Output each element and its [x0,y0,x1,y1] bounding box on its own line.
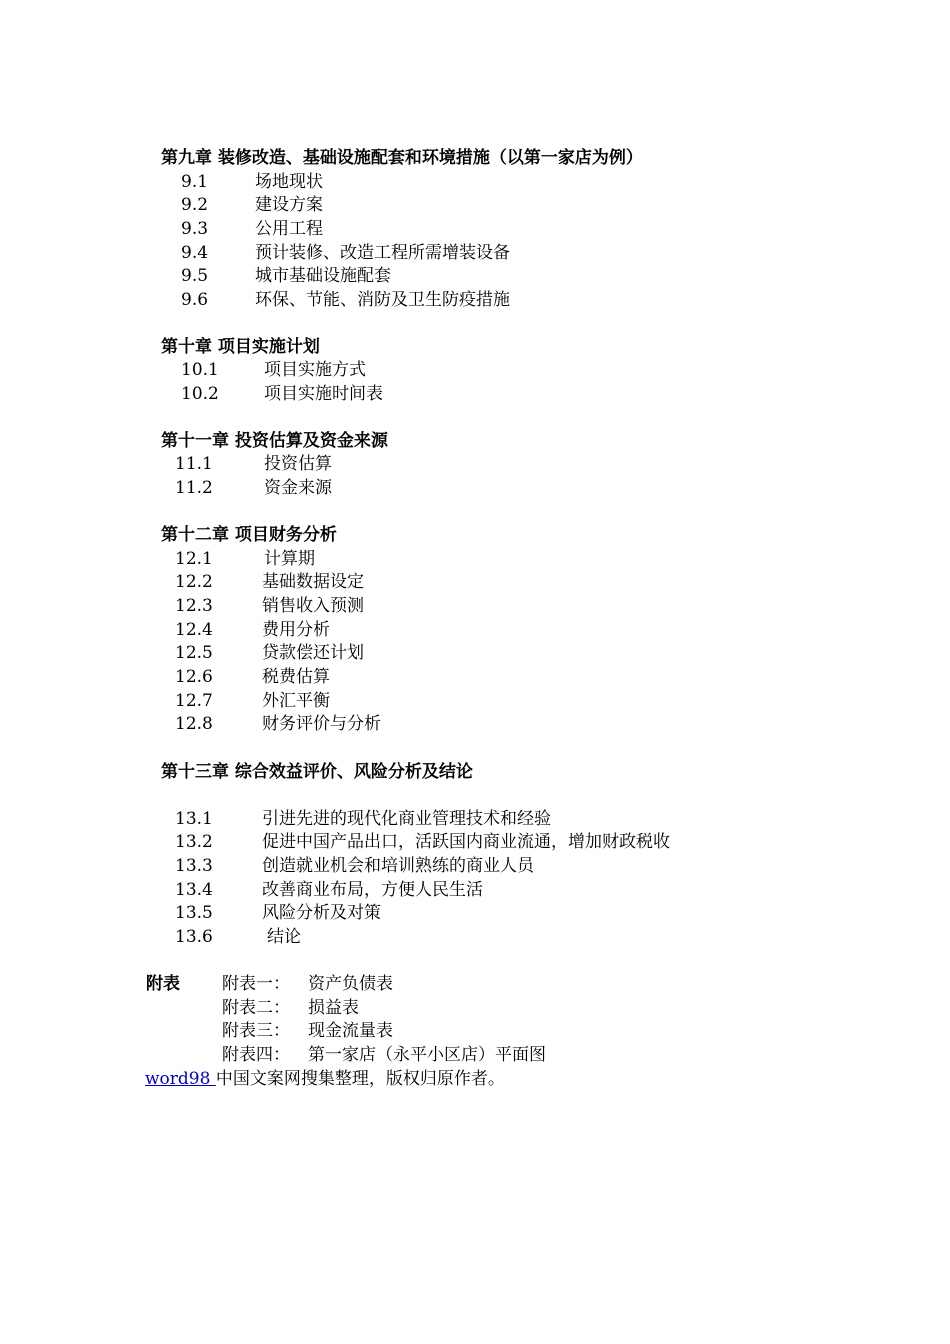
chapter-11-title: 第十一章 投资估算及资金来源 [161,431,388,451]
item-number: 9.5 [181,266,209,286]
item-number: 12.2 [175,572,213,592]
chapter-10-title: 第十章 项目实施计划 [161,337,320,357]
item-number: 13.2 [175,832,213,852]
footer-text: 中国文案网搜集整理，版权归原作者。 [215,1069,505,1089]
item-text: 贷款偿还计划 [262,643,364,663]
item-number: 13.6 [175,927,213,947]
item-text: 建设方案 [255,195,323,215]
appendix-label: 附表四： [222,1045,290,1065]
appendix-text: 损益表 [308,998,359,1018]
item-text: 引进先进的现代化商业管理技术和经验 [262,809,551,829]
item-text: 预计装修、改造工程所需增装设备 [255,243,510,263]
chapter-13-title: 第十三章 综合效益评价、风险分析及结论 [161,762,473,782]
item-number: 9.4 [181,243,209,263]
appendix-text: 第一家店（永平小区店）平面图 [308,1045,546,1065]
item-number: 10.1 [181,360,219,380]
item-number: 12.8 [175,714,213,734]
item-text: 基础数据设定 [262,572,364,592]
item-number: 12.6 [175,667,213,687]
item-text: 财务评价与分析 [262,714,381,734]
item-text: 创造就业机会和培训熟练的商业人员 [262,856,534,876]
item-number: 9.3 [181,219,209,239]
item-text: 场地现状 [255,172,323,192]
item-number: 12.4 [175,620,213,640]
item-text: 结论 [267,927,301,947]
appendix-heading: 附表 [146,974,180,994]
item-text: 资金来源 [264,478,332,498]
item-number: 13.1 [175,809,213,829]
item-number: 10.2 [181,384,219,404]
item-number: 12.7 [175,691,213,711]
item-text: 环保、节能、消防及卫生防疫措施 [255,290,510,310]
item-number: 13.4 [175,880,213,900]
appendix-label: 附表二： [222,998,290,1018]
appendix-label: 附表一： [222,974,290,994]
appendix-label: 附表三： [222,1021,290,1041]
item-text: 计算期 [264,549,315,569]
item-number: 9.6 [181,290,209,310]
item-text: 风险分析及对策 [262,903,381,923]
item-number: 9.1 [181,172,209,192]
footer-note [145,1067,505,1091]
item-number: 12.5 [175,643,213,663]
item-text: 税费估算 [262,667,330,687]
item-number: 11.2 [175,478,213,498]
item-text: 城市基础设施配套 [255,266,391,286]
item-text: 改善商业布局，方便人民生活 [262,880,483,900]
item-number: 13.3 [175,856,213,876]
appendix-text: 资产负债表 [308,974,393,994]
item-text: 销售收入预测 [262,596,364,616]
item-number: 12.3 [175,596,213,616]
chapter-9-title: 第九章 装修改造、基础设施配套和环境措施（以第一家店为例） [161,148,643,168]
item-text: 投资估算 [264,454,332,474]
appendix-text: 现金流量表 [308,1021,393,1041]
item-text: 项目实施时间表 [264,384,383,404]
item-number: 13.5 [175,903,213,923]
item-number: 11.1 [175,454,213,474]
item-text: 项目实施方式 [264,360,366,380]
item-text: 费用分析 [262,620,330,640]
item-text: 公用工程 [255,219,323,239]
item-number: 12.1 [175,549,213,569]
item-text: 促进中国产品出口，活跃国内商业流通，增加财政税收 [262,832,670,852]
item-number: 9.2 [181,195,209,215]
word98-link[interactable]: word98 [145,1069,216,1089]
chapter-12-title: 第十二章 项目财务分析 [161,525,337,545]
item-text: 外汇平衡 [262,691,330,711]
